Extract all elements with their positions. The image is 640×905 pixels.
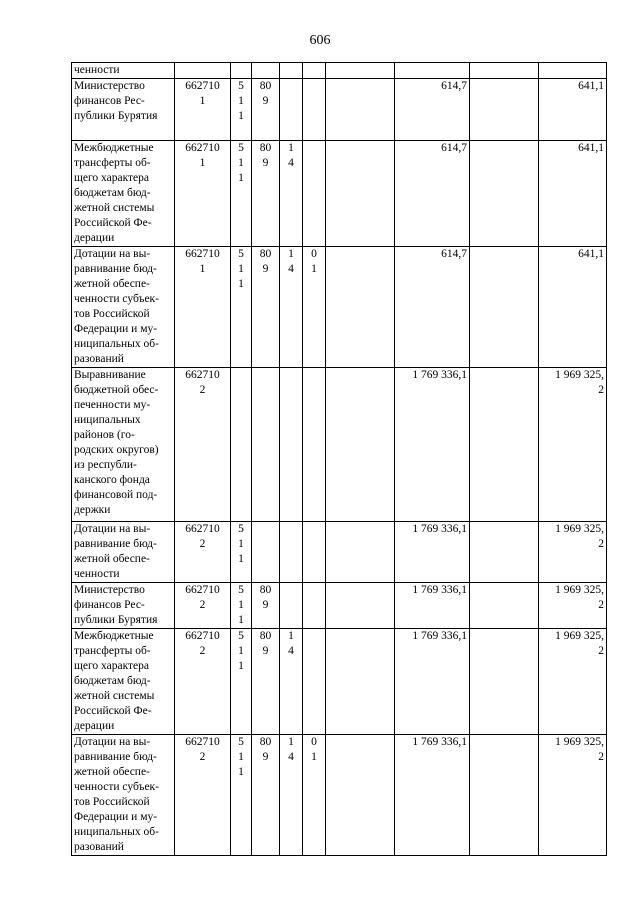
cell-line: публики Бурятия: [74, 614, 158, 626]
cell-line: 1: [288, 736, 294, 748]
cell-line: Министерство: [74, 80, 145, 92]
amount-year-1-cell: [395, 583, 470, 629]
cell-line: 614,7: [441, 248, 467, 260]
cell-line: 9: [262, 95, 269, 107]
code-column-5-cell: [303, 368, 326, 522]
cell-line: 4: [288, 263, 294, 275]
cell-line: жетной системы: [74, 202, 155, 214]
item-name-cell: [72, 522, 175, 583]
code-column-4-cell: [280, 247, 303, 368]
cell-line: равнивание бюд-: [74, 538, 157, 550]
target-code-cell: [175, 63, 231, 79]
cell-line: трансферты об-: [74, 645, 151, 657]
empty-column-cell: [470, 247, 539, 368]
amount-year-2-cell: [539, 368, 607, 522]
cell-line: родских округов): [74, 444, 159, 456]
amount-year-1-cell: [395, 629, 470, 735]
item-name-cell: [72, 368, 175, 522]
cell-line: 1: [238, 614, 244, 626]
code-column-3-cell: [252, 247, 280, 368]
amount-year-2-cell: [539, 141, 607, 247]
cell-line: 1: [238, 599, 244, 611]
code-column-4-cell: [280, 368, 303, 522]
item-name-cell: [72, 247, 175, 368]
cell-line: 1: [238, 95, 244, 107]
code-column-5-cell: [303, 735, 326, 856]
code-column-3-cell: [252, 141, 280, 247]
cell-line: 1: [311, 263, 317, 275]
cell-line: 9: [262, 157, 269, 169]
cell-line: 80: [259, 736, 272, 748]
budget-table: [71, 62, 607, 856]
code-column-4-cell: [280, 735, 303, 856]
empty-column-cell: [470, 522, 539, 583]
cell-line: жетной обеспе-: [74, 278, 150, 290]
cell-line: 1 969 325,: [555, 523, 604, 535]
table-row: [72, 63, 607, 79]
amount-year-2-cell: [539, 79, 607, 141]
table-row: [72, 629, 607, 735]
cell-line: 1: [238, 263, 244, 275]
cell-line: 2: [598, 645, 604, 657]
table-row: [72, 79, 607, 141]
cell-line: 1: [238, 751, 244, 763]
cell-line: 9: [262, 751, 269, 763]
page-number: 606: [309, 33, 331, 48]
code-column-5-cell: [303, 522, 326, 583]
item-name-cell: [72, 735, 175, 856]
code-column-3-cell: [252, 583, 280, 629]
cell-line: 2: [199, 751, 206, 763]
cell-line: печенности му-: [74, 399, 151, 411]
cell-line: 2: [598, 384, 604, 396]
cell-line: канского фонда: [74, 474, 150, 486]
code-column-2-cell: [231, 583, 252, 629]
cell-line: 662710: [185, 584, 220, 596]
cell-line: 1: [238, 553, 244, 565]
cell-line: 80: [259, 142, 272, 154]
cell-line: 1: [199, 95, 206, 107]
cell-line: жетной обеспе-: [74, 553, 150, 565]
cell-line: 9: [262, 263, 269, 275]
cell-line: равнивание бюд-: [74, 751, 157, 763]
amount-year-2-cell: [539, 735, 607, 856]
cell-line: тов Российской: [74, 796, 150, 808]
table-body: [72, 63, 607, 856]
item-name-cell: [72, 141, 175, 247]
cell-line: Межбюджетные: [74, 630, 154, 642]
cell-line: финансов Рес-: [74, 95, 145, 107]
code-column-2-cell: [231, 247, 252, 368]
code-column-3-cell: [252, 79, 280, 141]
item-name-cell: [72, 583, 175, 629]
item-name-cell: [72, 63, 175, 79]
cell-line: 2: [598, 538, 604, 550]
cell-line: 1: [238, 538, 244, 550]
cell-line: 1: [238, 660, 244, 672]
target-code-cell: [175, 522, 231, 583]
code-column-2-cell: [231, 79, 252, 141]
cell-line: 80: [259, 80, 272, 92]
cell-line: 5: [238, 523, 244, 535]
cell-line: Выравнивание: [74, 369, 146, 381]
cell-line: жетной обеспе-: [74, 766, 150, 778]
cell-line: Министерство: [74, 584, 145, 596]
cell-line: 1 769 336,1: [412, 736, 467, 748]
cell-line: ченности: [74, 568, 120, 580]
cell-line: 1: [288, 142, 294, 154]
cell-line: 1 969 325,: [555, 630, 604, 642]
cell-line: 2: [199, 645, 206, 657]
amount-year-1-cell: [395, 79, 470, 141]
cell-line: Дотации на вы-: [74, 523, 151, 535]
cell-line: 5: [238, 584, 244, 596]
cell-line: 0: [311, 736, 317, 748]
amount-year-2-cell: [539, 583, 607, 629]
cell-line: 5: [238, 142, 244, 154]
cell-line: 4: [288, 751, 294, 763]
cell-line: Российской Фе-: [74, 217, 152, 229]
cell-line: ченности субъек-: [74, 781, 159, 793]
code-column-5-cell: [303, 583, 326, 629]
amount-year-1-cell: [395, 522, 470, 583]
code-column-2-cell: [231, 63, 252, 79]
cell-line: 5: [238, 248, 244, 260]
cell-line: дерации: [74, 720, 115, 732]
cell-line: ниципальных об-: [74, 826, 159, 838]
target-code-cell: [175, 247, 231, 368]
cell-line: 2: [199, 599, 206, 611]
table-row: [72, 522, 607, 583]
table-row: [72, 247, 607, 368]
amount-year-1-cell: [395, 63, 470, 79]
cell-line: финансов Рес-: [74, 599, 145, 611]
item-name-cell: [72, 629, 175, 735]
code-column-3-cell: [252, 368, 280, 522]
cell-line: 9: [262, 599, 269, 611]
empty-column-cell: [470, 629, 539, 735]
amount-year-2-cell: [539, 63, 607, 79]
code-column-4-cell: [280, 63, 303, 79]
cell-line: жетной системы: [74, 690, 155, 702]
amount-year-1-cell: [395, 141, 470, 247]
cell-line: 662710: [185, 523, 220, 535]
cell-line: бюджетной обес-: [74, 384, 159, 396]
cell-line: тов Российской: [74, 308, 150, 320]
cell-line: щего характера: [74, 172, 149, 184]
cell-line: Дотации на вы-: [74, 248, 151, 260]
code-column-3-cell: [252, 735, 280, 856]
cell-line: Федерации и му-: [74, 811, 158, 823]
cell-line: бюджетам бюд-: [74, 675, 151, 687]
code-column-3-cell: [252, 629, 280, 735]
cell-line: 0: [311, 248, 317, 260]
code-column-5-cell: [303, 63, 326, 79]
empty-column-cell: [470, 583, 539, 629]
empty-column-cell: [470, 79, 539, 141]
target-code-cell: [175, 368, 231, 522]
cell-line: разований: [74, 353, 124, 365]
cell-line: 662710: [185, 248, 220, 260]
cell-line: районов (го-: [74, 429, 135, 441]
code-column-3-cell: [252, 522, 280, 583]
empty-column-cell: [470, 368, 539, 522]
target-code-cell: [175, 583, 231, 629]
code-column-2-cell: [231, 522, 252, 583]
cell-line: ниципальных об-: [74, 338, 159, 350]
cell-line: 2: [598, 751, 604, 763]
cell-line: 1: [199, 263, 206, 275]
empty-column-cell: [470, 63, 539, 79]
cell-line: 5: [238, 736, 244, 748]
code-column-4-cell: [280, 522, 303, 583]
amount-year-2-cell: [539, 629, 607, 735]
amount-year-2-cell: [539, 247, 607, 368]
code-column-5-cell: [303, 247, 326, 368]
cell-line: 1 769 336,1: [412, 369, 467, 381]
target-code-cell: [175, 79, 231, 141]
cell-line: 4: [288, 645, 294, 657]
cell-line: 614,7: [441, 80, 467, 92]
code-column-2-cell: [231, 141, 252, 247]
cell-line: 662710: [185, 142, 220, 154]
cell-line: 1: [238, 157, 244, 169]
amount-year-1-cell: [395, 247, 470, 368]
cell-line: 4: [288, 157, 294, 169]
code-column-4-cell: [280, 79, 303, 141]
cell-line: публики Бурятия: [74, 110, 158, 122]
amount-year-1-cell: [395, 368, 470, 522]
cell-line: равнивание бюд-: [74, 263, 157, 275]
empty-column-cell: [326, 63, 395, 79]
empty-column-cell: [326, 522, 395, 583]
target-code-cell: [175, 141, 231, 247]
cell-line: 614,7: [441, 142, 467, 154]
cell-line: бюджетам бюд-: [74, 187, 151, 199]
empty-column-cell: [470, 735, 539, 856]
cell-line: ниципальных: [74, 414, 141, 426]
code-column-5-cell: [303, 79, 326, 141]
cell-line: 1: [311, 751, 317, 763]
cell-line: 1: [238, 172, 244, 184]
cell-line: 1: [238, 110, 244, 122]
empty-column-cell: [470, 141, 539, 247]
cell-line: 1 769 336,1: [412, 584, 467, 596]
code-column-2-cell: [231, 368, 252, 522]
cell-line: 2: [199, 384, 206, 396]
cell-line: трансферты об-: [74, 157, 151, 169]
empty-column-cell: [326, 247, 395, 368]
cell-line: дерации: [74, 232, 115, 244]
cell-line: 1: [288, 630, 294, 642]
empty-column-cell: [326, 583, 395, 629]
table-row: [72, 368, 607, 522]
empty-column-cell: [326, 735, 395, 856]
cell-line: 5: [238, 80, 244, 92]
cell-line: 1: [199, 157, 206, 169]
table-row: [72, 141, 607, 247]
cell-line: Дотации на вы-: [74, 736, 151, 748]
cell-line: 80: [259, 248, 272, 260]
cell-line: 1 969 325,: [555, 369, 604, 381]
empty-column-cell: [326, 141, 395, 247]
cell-line: 1: [238, 766, 244, 778]
item-name-cell: [72, 79, 175, 141]
cell-line: разований: [74, 841, 124, 853]
cell-line: 662710: [185, 369, 220, 381]
cell-line: 662710: [185, 736, 220, 748]
cell-line: 80: [259, 630, 272, 642]
cell-line: из республи-: [74, 459, 137, 471]
cell-line: щего характера: [74, 660, 149, 672]
cell-line: 2: [199, 538, 206, 550]
cell-line: держки: [74, 504, 111, 516]
cell-line: 80: [259, 584, 272, 596]
cell-line: 1 969 325,: [555, 736, 604, 748]
table-row: [72, 583, 607, 629]
cell-line: 641,1: [578, 80, 604, 92]
cell-line: 1 769 336,1: [412, 523, 467, 535]
cell-line: 1: [238, 278, 244, 290]
cell-line: 1: [238, 645, 244, 657]
cell-line: 1 969 325,: [555, 584, 604, 596]
cell-line: 1: [288, 248, 294, 260]
empty-column-cell: [326, 368, 395, 522]
cell-line: 5: [238, 630, 244, 642]
amount-year-2-cell: [539, 522, 607, 583]
cell-line: ченности субъек-: [74, 293, 159, 305]
target-code-cell: [175, 735, 231, 856]
empty-column-cell: [326, 79, 395, 141]
code-column-5-cell: [303, 629, 326, 735]
code-column-2-cell: [231, 735, 252, 856]
table-row: [72, 735, 607, 856]
cell-line: 1 769 336,1: [412, 630, 467, 642]
code-column-4-cell: [280, 583, 303, 629]
cell-line: Российской Фе-: [74, 705, 152, 717]
code-column-5-cell: [303, 141, 326, 247]
cell-line: 662710: [185, 80, 220, 92]
cell-line: 662710: [185, 630, 220, 642]
code-column-4-cell: [280, 629, 303, 735]
amount-year-1-cell: [395, 735, 470, 856]
cell-line: 641,1: [578, 142, 604, 154]
code-column-2-cell: [231, 629, 252, 735]
cell-line: ченности: [74, 64, 120, 76]
target-code-cell: [175, 629, 231, 735]
cell-line: финансовой под-: [74, 489, 158, 501]
code-column-3-cell: [252, 63, 280, 79]
cell-line: 641,1: [578, 248, 604, 260]
cell-line: 2: [598, 599, 604, 611]
empty-column-cell: [326, 629, 395, 735]
cell-line: 9: [262, 645, 269, 657]
code-column-4-cell: [280, 141, 303, 247]
cell-line: Межбюджетные: [74, 142, 154, 154]
cell-line: Федерации и му-: [74, 323, 158, 335]
